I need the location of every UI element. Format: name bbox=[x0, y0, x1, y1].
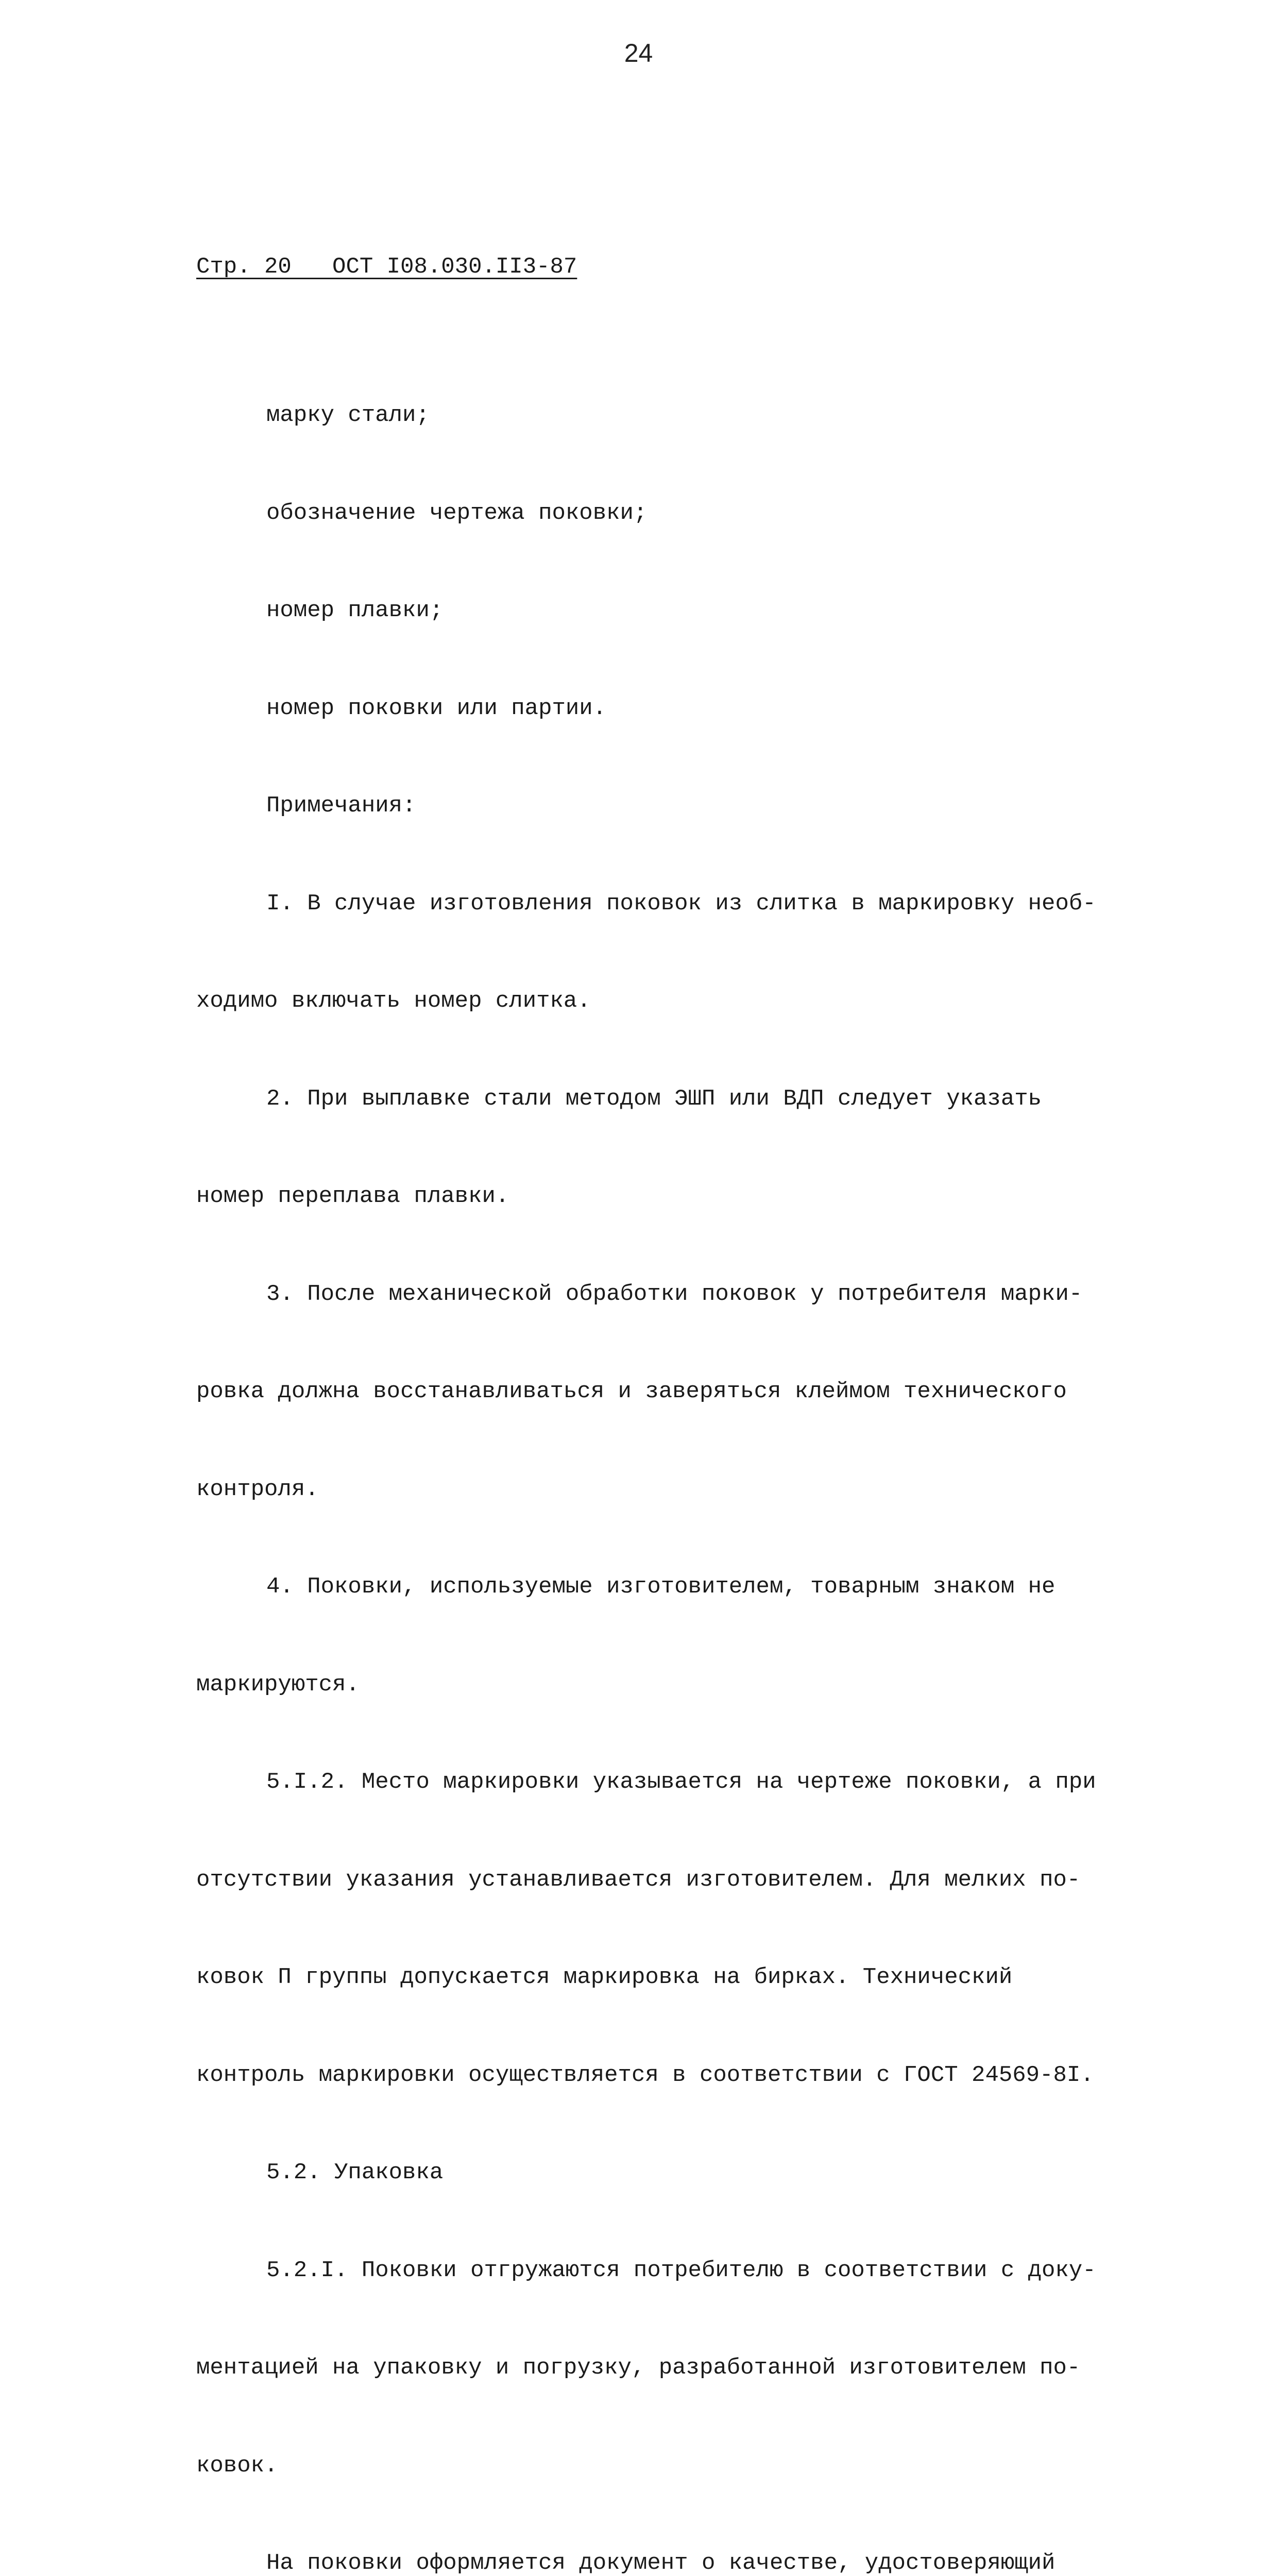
text-line: ходимо включать номер слитка. bbox=[196, 988, 591, 1014]
text-line: номер переплава плавки. bbox=[196, 1183, 509, 1209]
text-line: I. В случае изготовления поковок из слитка в маркировку необ- bbox=[266, 890, 1096, 917]
text-line: маркируются. bbox=[196, 1671, 360, 1698]
text-line: номер плавки; bbox=[266, 598, 444, 623]
section-heading: 5.2. Упаковка bbox=[266, 2160, 444, 2185]
text-line: ковок. bbox=[196, 2452, 278, 2479]
text-line: контроля. bbox=[196, 1476, 319, 1502]
text-line: номер поковки или партии. bbox=[266, 695, 607, 721]
text-line: 5.2.I. Поковки отгружаются потребителю в соответствии с доку- bbox=[266, 2257, 1096, 2283]
text-line: ковок П группы допускается маркировка на бирках. Технический bbox=[196, 1964, 1013, 1990]
text-line: контроль маркировки осуществляется в соответствии с ГОСТ 24569-8I. bbox=[196, 2062, 1094, 2088]
page-number: 24 bbox=[624, 39, 653, 67]
text-line: ровка должна восстанавливаться и заверяться клеймом технического bbox=[196, 1379, 1067, 1404]
text-line: марку стали; bbox=[266, 402, 430, 428]
text-line: 2. При выплавке стали методом ЭШП или ВДП следует указать bbox=[266, 1086, 1042, 1112]
text-line: отсутствии указания устанавливается изготовителем. Для мелких по- bbox=[196, 1867, 1081, 1893]
text-line: ментацией на упаковку и погрузку, разработанной изготовителем по- bbox=[196, 2355, 1081, 2381]
text-line: На поковки оформляется документ о качестве, удостоверяющий bbox=[266, 2550, 1055, 2576]
document-header: Стр. 20 ОСТ I08.030.II3-87 bbox=[196, 254, 577, 280]
text-line: обозначение чертежа поковки; bbox=[266, 500, 648, 526]
document-body bbox=[196, 341, 1139, 2576]
notes-heading: Примечания: bbox=[266, 793, 416, 819]
text-line: 5.I.2. Место маркировки указывается на чертеже поковки, а при bbox=[266, 1769, 1096, 1795]
text-line: 4. Поковки, используемые изготовителем, товарным знаком не bbox=[266, 1574, 1055, 1600]
text-line: 3. После механической обработки поковок у потребителя марки- bbox=[266, 1281, 1083, 1307]
